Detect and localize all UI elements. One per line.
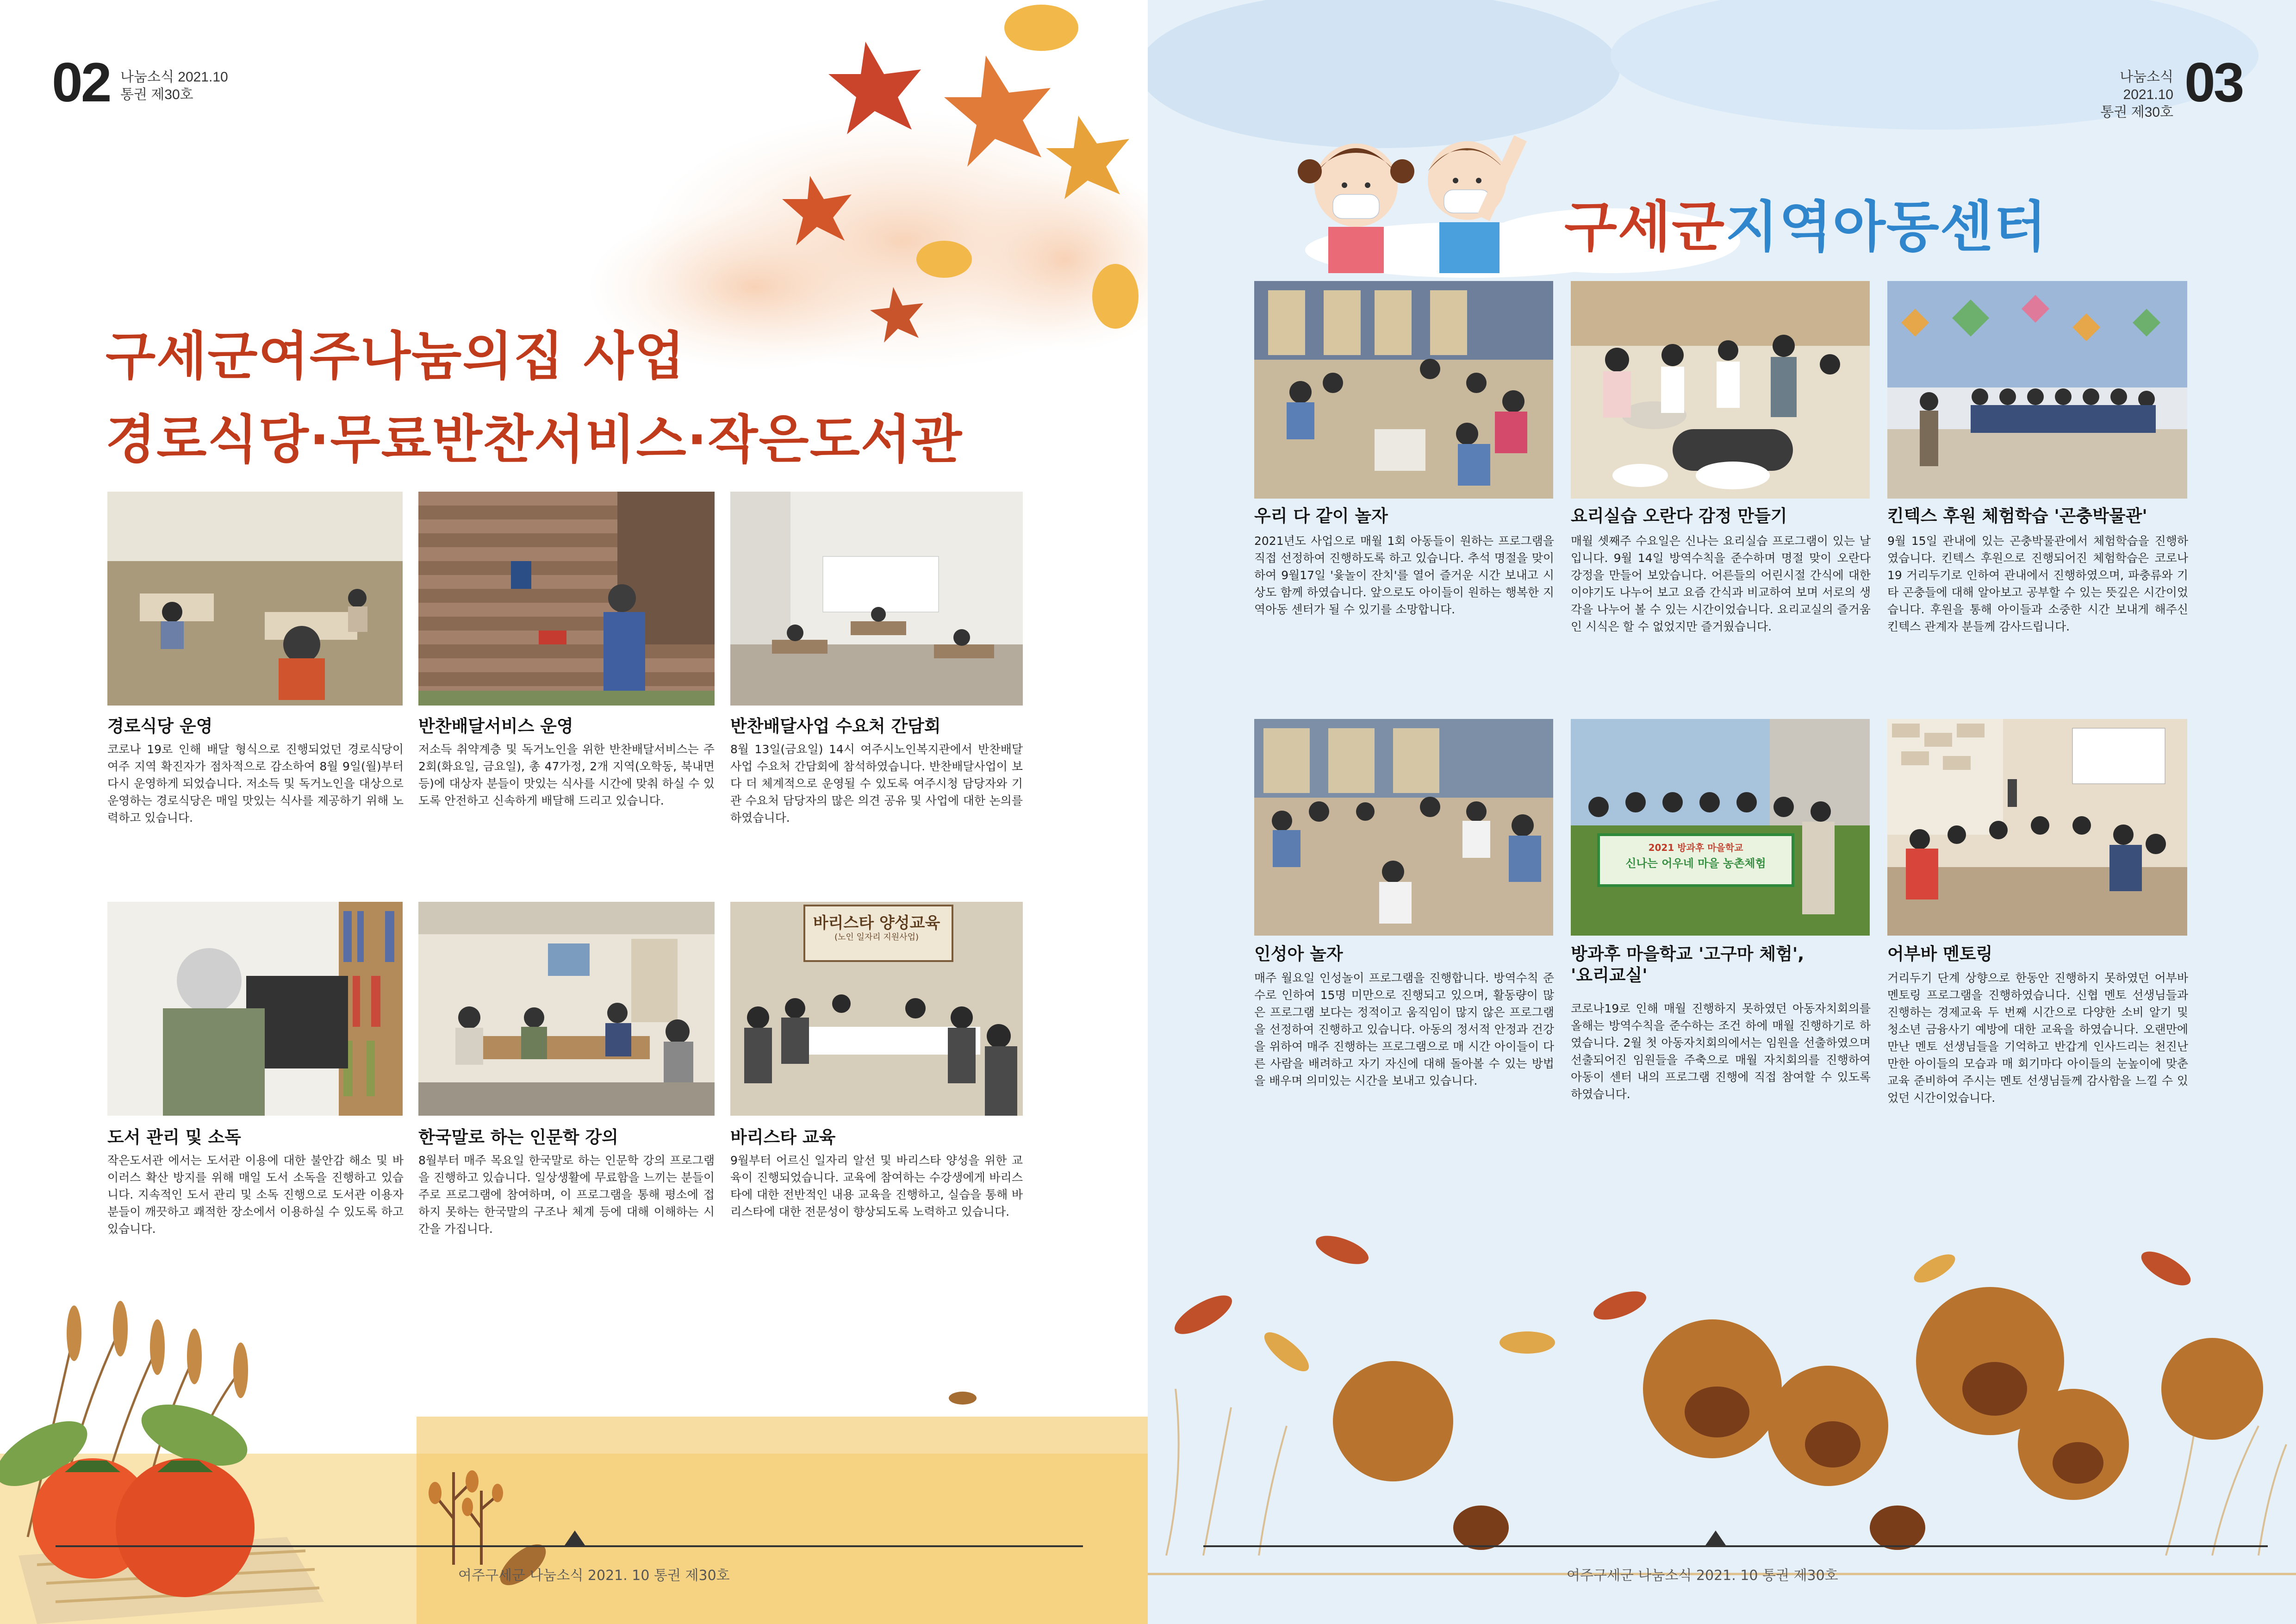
body-character-play: 매주 월요일 인성놀이 프로그램을 진행합니다. 방역수칙 준수로 인하여 15명 미만으로 진행되고 있으며, 활동량이 많은 프로그램 보다는 정적이고 움직임이 많지 않은 프로그램을 선정하여 진행하고 있습니다. 아동의 정서적 안정과 건강을 위하여 매주 진행하는 프로그램으로 매 시간 아이들이 다른 사람을 배려하고 자기 자신에 대해 돌아볼 수 있는 방법을 배우며 의미있는 시간을 보내고 있습니다. (1254, 971, 1554, 1087)
photo-sweet-potato (1571, 719, 1870, 936)
caption-sweet-potato-line2: '요리교실' (1571, 965, 1648, 985)
photo-senior-cafeteria (107, 492, 403, 706)
photo-consumer-meeting (730, 492, 1023, 706)
issue-date: 나눔소식 2021.10 (2120, 69, 2173, 102)
issue-info (2072, 69, 2173, 121)
kids-illustration (1277, 93, 1555, 278)
photo-play-together (1254, 281, 1553, 499)
photo-mentoring (1887, 719, 2187, 936)
caption-side-dish-delivery: 반찬배달서비스 운영 (418, 716, 573, 736)
page-title-center: 지역아동센터 (1725, 195, 2047, 259)
footer-rule (56, 1545, 1083, 1547)
footer-rule (1203, 1545, 2268, 1547)
caption-mentoring: 어부바 멘토링 (1887, 944, 1993, 964)
page-title (1564, 183, 2047, 262)
barista-sign-subtext: (노인 일자리 지원사업) (834, 932, 919, 942)
body-senior-cafeteria: 코로나 19로 인해 배달 형식으로 진행되었던 경로식당이 여주 지역 확진자가 점차적으로 감소하여 8월 9일(월)부터 다시 운영하게 되었습니다. 저소득 및 독거노인을 대상으로 운영하는 경로식당은 매일 맛있는 식사를 제공하기 위해 노력하고 있습니다. (107, 743, 404, 824)
caption-consumer-meeting: 반찬배달사업 수요처 간담회 (730, 716, 941, 736)
body-side-dish-delivery: 저소득 취약계층 및 독거노인을 위한 반찬배달서비스는 주 2회(화요일, 금요일), 총 47가정, 2개 지역(오학동, 북내면 등)에 대상자 분들이 맛있는 식사를 시간에 맞춰 하실 수 있도록 안전하고 신속하게 배달해 드리고 있습니다. (418, 743, 715, 807)
right-page (1148, 0, 2296, 1624)
page-title-line2: 경로식당·무료반찬서비스·작은도서관 (106, 410, 963, 470)
caption-sweet-potato-line1: 방과후 마을학교 '고구마 체험', (1571, 944, 1804, 964)
caption-sweet-potato (1571, 943, 1872, 986)
body-play-together: 2021년도 사업으로 매월 1회 아동들이 원하는 프로그램을 직접 선정하여 진행하도록 하고 있습니다. 추석 명절을 맞이하여 9월17일 '윷놀이 잔치'를 열어 즐거운 시간 보내고 시상도 함께 하였습니다. 앞으로도 아이들이 원하는 행복한 지역아동 센터가 될 수 있기를 소망합니다. (1254, 534, 1554, 616)
barista-sign-text: 바리스타 양성교육 (813, 914, 940, 932)
photo-barista-training (730, 902, 1023, 1116)
photo-book-disinfection (107, 902, 403, 1116)
issue-volume: 통권 제30호 (2100, 105, 2173, 120)
body-humanities-lecture: 8월부터 매주 목요일 한국말로 하는 인문학 강의 프로그램을 진행하고 있습니다. 일상생활에 무료함을 느끼는 분들이 주로 프로그램에 참여하며, 이 프로그램을 통해 평소에 접하지 못하는 한국말의 구조나 체계 등에 대해 이해하는 시간을 가집니다. (418, 1154, 715, 1236)
body-book-disinfection: 작은도서관 에서는 도서관 이용에 대한 불안감 해소 및 바이러스 확산 방지를 위해 매일 도서 소독을 진행하고 있습니다. 지속적인 도서 관리 및 소독 진행으로 도서관 이용자 분들이 깨끗하고 쾌적한 장소에서 이용하실 수 있도록 하고 있습니다. (107, 1154, 404, 1236)
caption-barista-training: 바리스타 교육 (730, 1127, 836, 1147)
caption-book-disinfection: 도서 관리 및 소독 (107, 1127, 241, 1147)
body-cooking-class: 매월 셋째주 수요일은 신나는 요리실습 프로그램이 있는 날입니다. 9월 14일 방역수칙을 준수하며 명절 맞이 오란다 강정을 만들어 보았습니다. 어른들의 어린시절 간식에 대한 이야기도 나누어 보고 요즘 간식과 비교하여 보며 서로의 생각을 나누어 볼 수 있는 시간이었습니다. 요리교실의 즐거움인 시식은 할 수 없었지만 즐거웠습니다. (1571, 534, 1871, 633)
body-barista-training: 9월부터 어르신 일자리 알선 및 바리스타 양성을 위한 교육이 진행되었습니다. 교육에 참여하는 수강생에게 바리스타에 대한 전반적인 내용 교육을 진행하고, 실습을 통해 바리스타에 대한 전문성이 향상되도록 노력하고 있습니다. (730, 1154, 1023, 1218)
issue-volume: 통권 제30호 (120, 87, 193, 102)
chestnut-decoration (1148, 1194, 2296, 1624)
body-sweet-potato: 코로나19로 인해 매월 진행하지 못하였던 아동자치회의를 올해는 방역수칙을 준수하는 조건 하에 매월 진행하기로 하였습니다. 2월 첫 아동자치회의에서는 임원을 선출하였으며 선출되어진 임원들을 주축으로 매월 자치회의를 진행하여 아동이 센터 내의 프로그램 진행에 직접 참여할 수 있도록 하였습니다. (1571, 1002, 1871, 1101)
page-number: 03 (2184, 51, 2243, 113)
banner-title: 2021 방과후 마을학교 (1648, 842, 1743, 853)
caption-insect-museum: 킨텍스 후원 체험학습 '곤충박물관' (1887, 506, 2147, 526)
footer-text: 여주구세군 나눔소식 2021. 10 통권 제30호 (1567, 1568, 1838, 1584)
footer-text: 여주구세군 나눔소식 2021. 10 통권 제30호 (458, 1568, 730, 1584)
page-title-line1: 구세군여주나눔의집 사업 (106, 326, 686, 387)
body-mentoring: 거리두기 단계 상향으로 한동안 진행하지 못하였던 어부바 멘토링 프로그램을 진행하였습니다. 신협 멘토 선생님들과 진행하는 경제교육 두 번째 시간으로 다양한 소비 알기 및 청소년 금융사기 예방에 대한 교육을 하였습니다. 오랜만에 만난 멘토 선생님들을 기억하고 반갑게 인사드리는 천진난만한 아이들의 모습과 매 회기마다 아이들의 눈높이에 맞춘 교육 준비하여 주시는 멘토 선생님들께 감사함을 느낄 수 있었던 시간이었습니다. (1887, 971, 2188, 1105)
banner-subtitle: 신나는 어우네 마을 농촌체험 (1625, 857, 1766, 870)
footer-triangle-icon (1705, 1530, 1726, 1545)
issue-info (120, 69, 228, 104)
caption-senior-cafeteria: 경로식당 운영 (107, 716, 213, 736)
page-title-org: 구세군 (1564, 195, 1725, 259)
photo-side-dish-delivery (418, 492, 715, 706)
page-number: 02 (52, 51, 110, 113)
caption-play-together: 우리 다 같이 놀자 (1254, 506, 1388, 526)
photo-insect-museum (1887, 281, 2187, 499)
issue-date: 나눔소식 2021.10 (120, 69, 228, 85)
photo-character-play (1254, 719, 1553, 936)
photo-cooking-class (1571, 281, 1870, 499)
caption-character-play: 인성아 놀자 (1254, 944, 1343, 964)
caption-humanities-lecture: 한국말로 하는 인문학 강의 (418, 1127, 618, 1147)
body-consumer-meeting: 8월 13일(금요일) 14시 여주시노인복지관에서 반찬배달사업 수요처 간담회에 참석하였습니다. 반찬배달사업이 보다 더 체계적으로 운영될 수 있도록 여주시청 담당자와 기관 수요처 담당자의 많은 의견 공유 및 사업에 대한 논의를 하였습니다. (730, 743, 1023, 824)
caption-cooking-class: 요리실습 오란다 감정 만들기 (1571, 506, 1787, 526)
photo-humanities-lecture (418, 902, 715, 1116)
body-insect-museum: 9월 15일 관내에 있는 곤충박물관에서 체험학습을 진행하였습니다. 킨텍스 후원으로 진행되어진 체험학습은 코로나19 거리두기로 인하여 관내에서 진행하였으며, 파충류와 기타 곤충들에 대해 알아보고 공부할 수 있는 뜻깊은 시간이었습니다. 후원을 통해 아이들과 소중한 시간 보내게 해주신 킨텍스 관계자 분들께 감사드립니다. (1887, 534, 2188, 633)
footer-triangle-icon (565, 1530, 585, 1545)
